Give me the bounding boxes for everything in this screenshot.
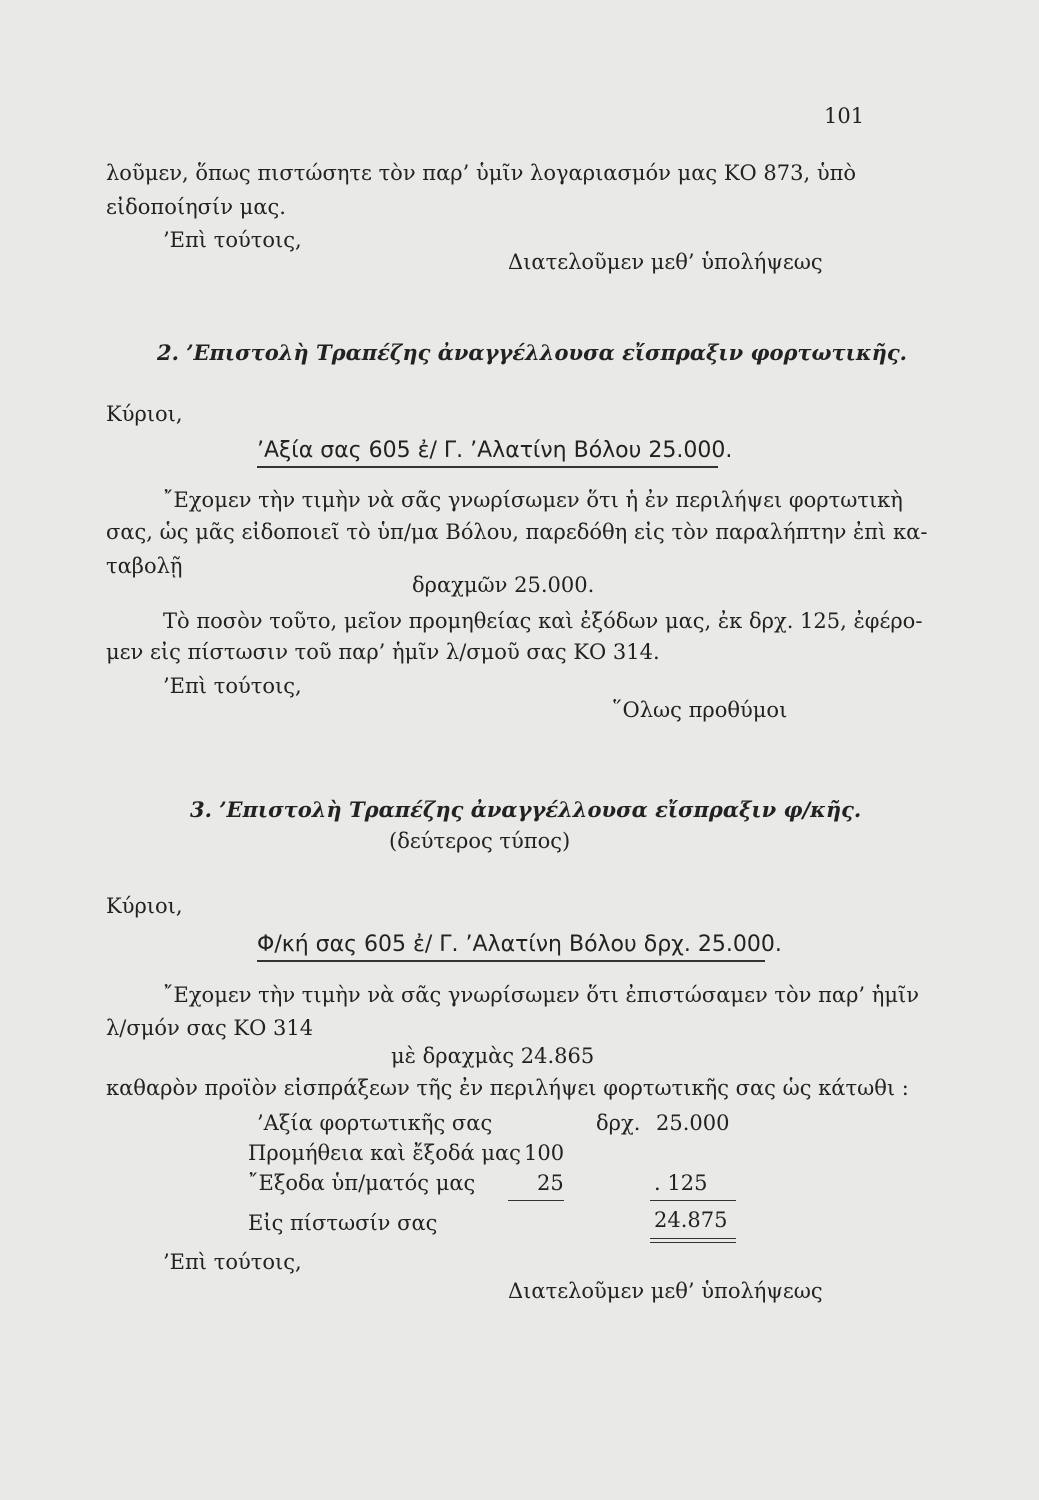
letter3-heading: 3. ’Επιστολὴ Τραπέζης ἀναγγέλλουσα εἴσπραξιν φ/κῆς.: [190, 797, 862, 822]
letter2-subject-underline: [257, 466, 718, 468]
ledger-row1-currency: δρχ.: [596, 1111, 641, 1135]
letter3-salutation: Κύριοι,: [106, 894, 183, 918]
letter3-subject-underline: [257, 960, 765, 962]
ledger-final-rule-1: [650, 1238, 736, 1239]
letter2-salutation: Κύριοι,: [106, 402, 183, 426]
top-epi-toutois: ’Επὶ τούτοις,: [163, 228, 302, 252]
top-line-1: λοῦμεν, ὅπως πιστώσητε τὸν παρ’ ὑμῖν λογαριασμόν μας ΚΟ 873, ὑπὸ: [106, 161, 857, 185]
ledger-row1-label: ’Αξία φορτωτικῆς σας: [257, 1111, 493, 1135]
letter2-epi-toutois: ’Επὶ τούτοις,: [163, 674, 302, 698]
letter2-heading: 2. ’Επιστολὴ Τραπέζης ἀναγγέλλουσα εἴσπραξιν φορτωτικῆς.: [157, 340, 907, 365]
ledger-final-rule-2: [650, 1242, 736, 1243]
letter3-epi-toutois: ’Επὶ τούτοις,: [163, 1250, 302, 1274]
letter3-closing: Διατελοῦμεν μεθ’ ὑπολήψεως: [508, 1279, 823, 1303]
letter2-p2-line2: μεν εἰς πίστωσιν τοῦ παρ’ ἡμῖν λ/σμοῦ σας ΚΟ 314.: [106, 640, 660, 664]
page-number: 101: [824, 104, 865, 128]
letter2-amount: δραχμῶν 25.000.: [412, 573, 595, 597]
letter3-p1-line1: ῎Εχομεν τὴν τιμὴν νὰ σᾶς γνωρίσωμεν ὅτι ἐπιστώσαμεν τὸν παρ’ ἡμῖν: [163, 983, 919, 1007]
ledger-row3-label: ῎Εξοδα ὑπ/ματός μας: [248, 1171, 476, 1195]
ledger-row3-total: . 125: [654, 1171, 708, 1195]
ledger-row2-label: Προμήθεια καὶ ἔξοδά μας: [248, 1141, 521, 1165]
letter2-subject: ’Αξία σας 605 ἐ/ Γ. ’Αλατίνη Βόλου 25.000.: [257, 438, 733, 463]
letter3-p1-line2: λ/σμόν σας ΚΟ 314: [106, 1016, 314, 1040]
letter2-closing: ῞Ολως προθύμοι: [612, 698, 788, 722]
ledger-row3-value: 25: [537, 1171, 564, 1195]
ledger-total-rule: [650, 1200, 736, 1201]
letter2-p2-line1: Τὸ ποσὸν τοῦτο, μεῖον προμηθείας καὶ ἐξόδων μας, ἐκ δρχ. 125, ἐφέρο-: [163, 609, 923, 633]
ledger-row2-value: 100: [524, 1141, 565, 1165]
letter3-p1-line3: καθαρὸν προϊὸν εἰσπράξεων τῆς ἐν περιλήψει φορτωτικῆς σας ὡς κάτωθι :: [106, 1076, 909, 1100]
letter2-p1-line1: ῎Εχομεν τὴν τιμὴν νὰ σᾶς γνωρίσωμεν ὅτι ἡ ἐν περιλήψει φορτωτικὴ: [163, 488, 903, 512]
letter2-p1-line3: ταβολῇ: [106, 554, 183, 578]
letter3-subheading: (δεύτερος τύπος): [389, 829, 571, 853]
letter2-p1-line2: σας, ὡς μᾶς εἰδοποιεῖ τὸ ὑπ/μα Βόλου, παρεδόθη εἰς τὸν παραλήπτην ἐπὶ κα-: [106, 520, 928, 544]
letter3-amount: μὲ δραχμὰς 24.865: [391, 1044, 595, 1068]
top-closing: Διατελοῦμεν μεθ’ ὑπολήψεως: [508, 250, 823, 274]
letter3-subject: Φ/κή σας 605 ἐ/ Γ. ’Αλατίνη Βόλου δρχ. 25.000.: [257, 932, 782, 957]
ledger-row4-total: 24.875: [654, 1208, 728, 1232]
ledger-row1-amount: 25.000: [656, 1111, 730, 1135]
top-line-2: εἰδοποίησίν μας.: [106, 195, 286, 219]
ledger-subtotal-rule: [508, 1200, 564, 1201]
ledger-row4-label: Εἰς πίστωσίν σας: [248, 1211, 438, 1235]
